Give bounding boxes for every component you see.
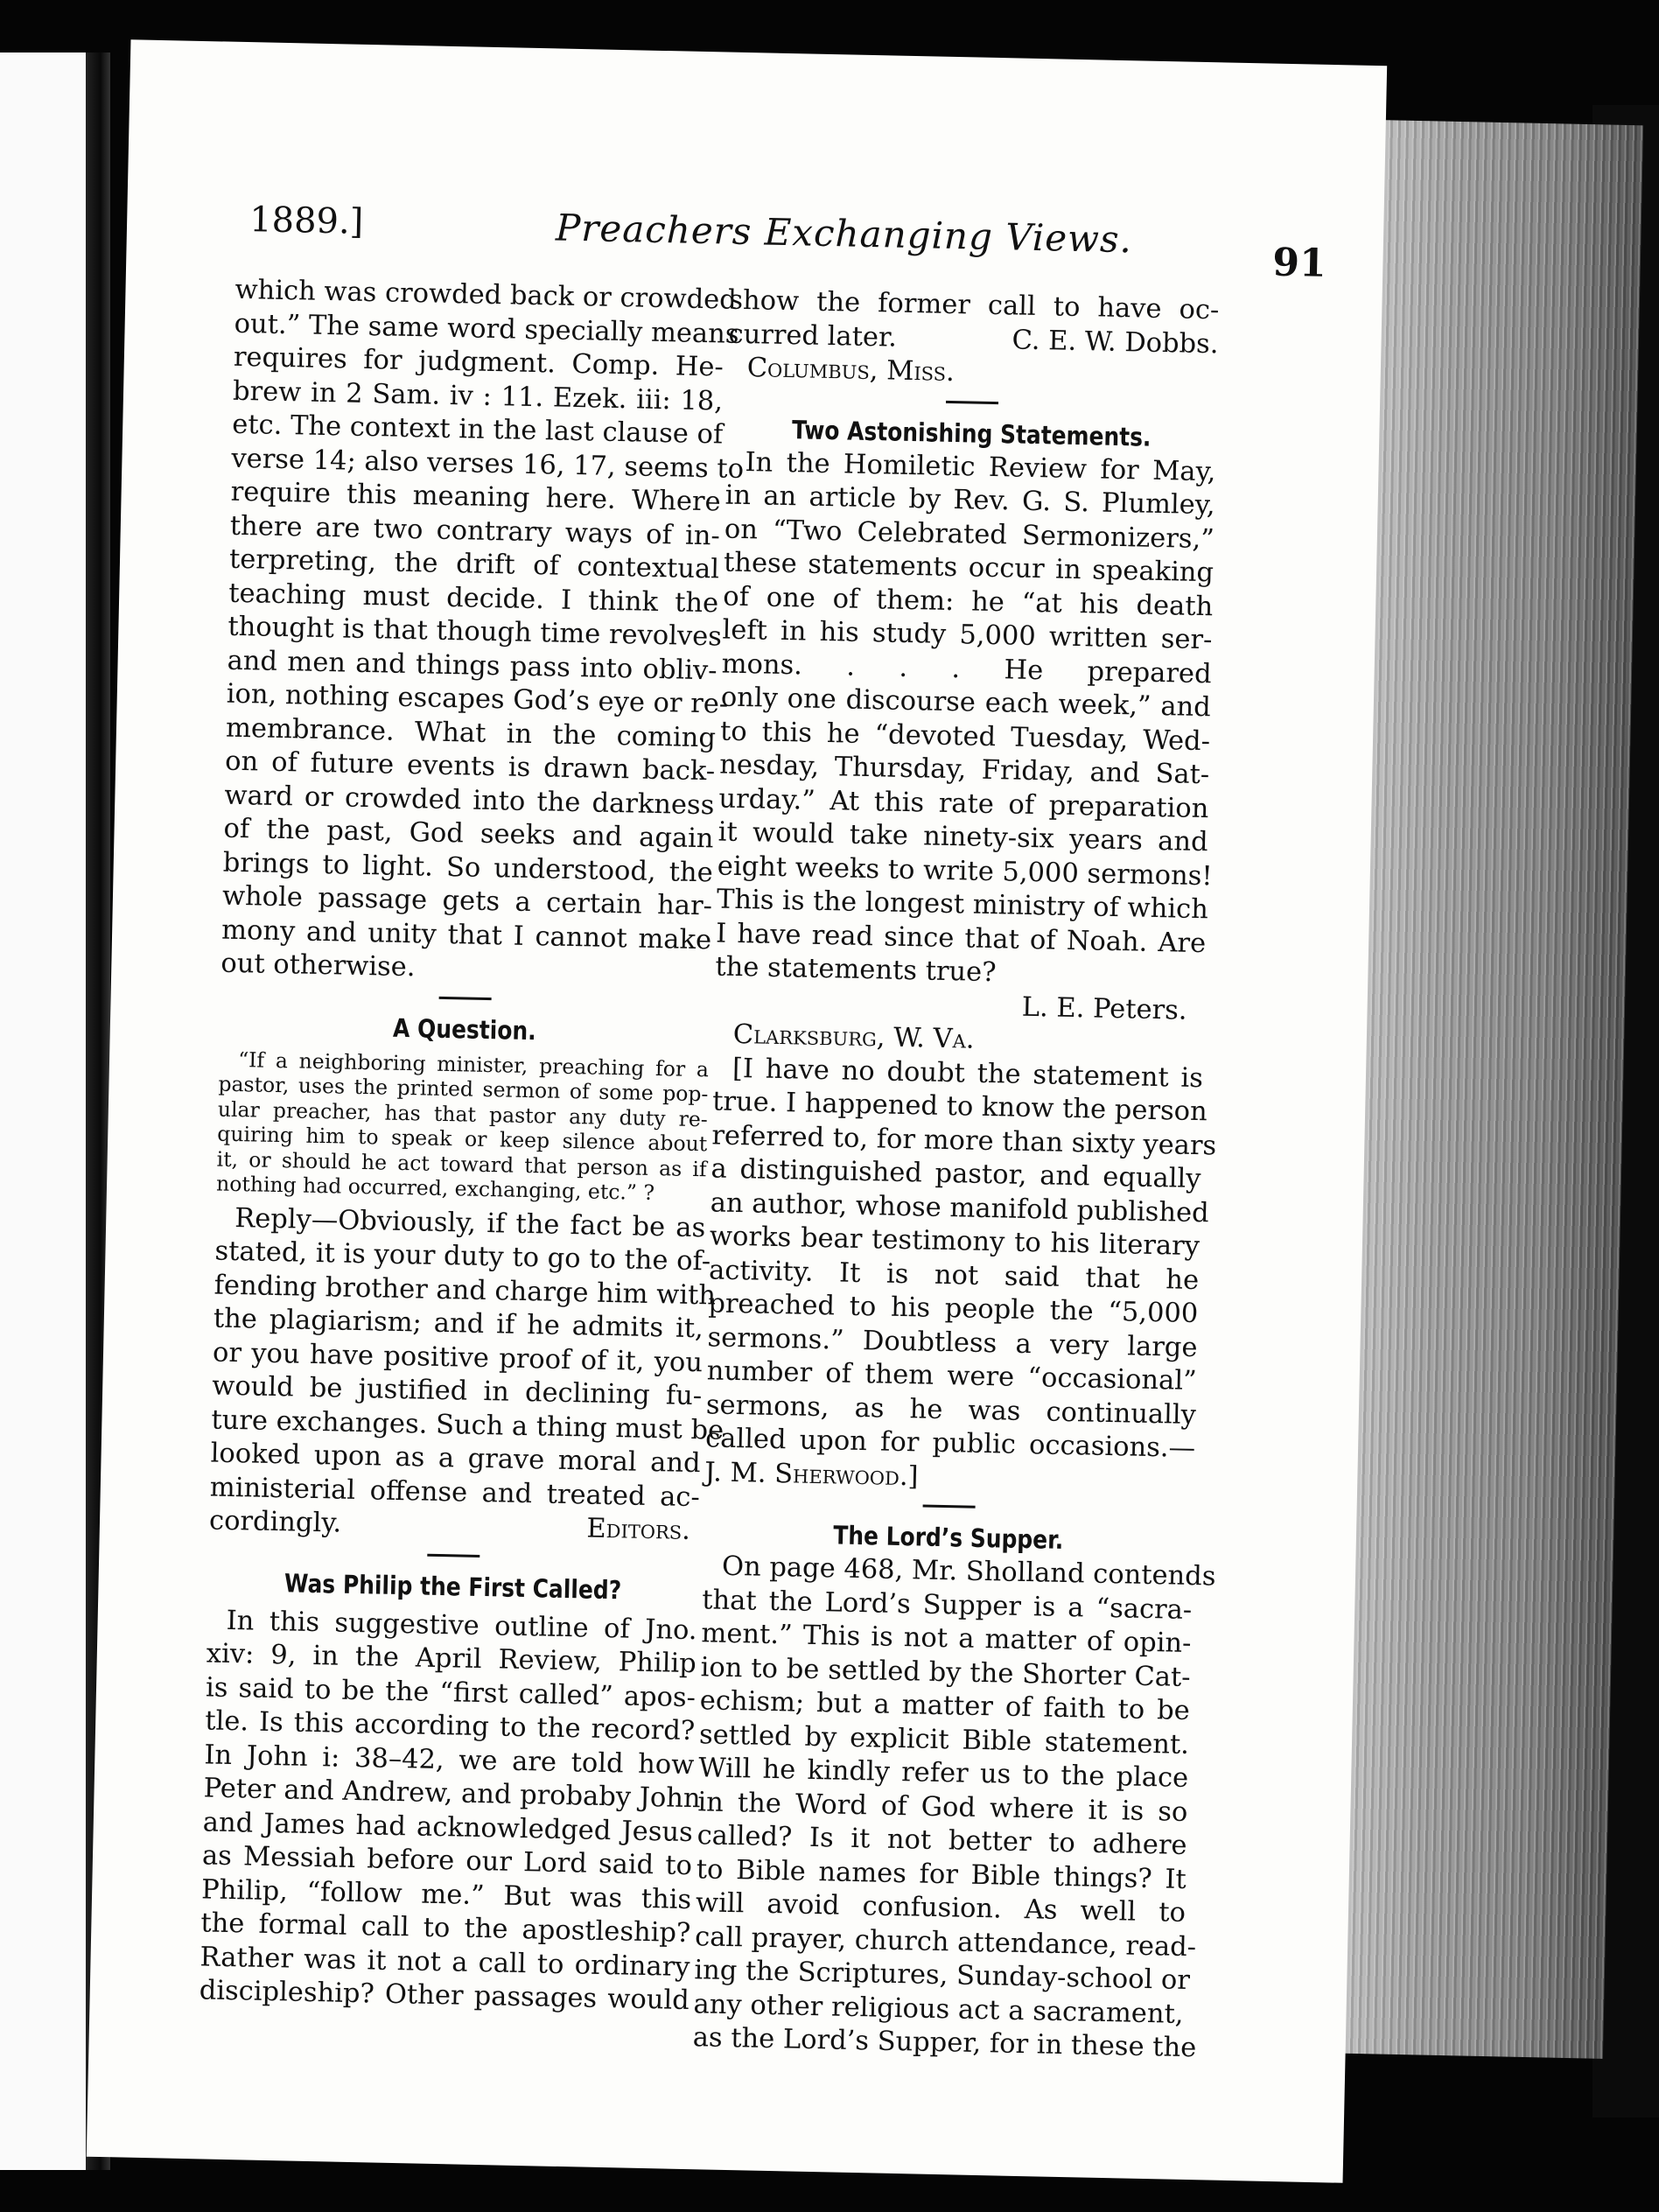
text-line: there are two contrary ways of in-: [229, 510, 721, 551]
text-line: and James had acknowledged Jesus: [202, 1806, 694, 1848]
philip-section: [199, 1564, 701, 2019]
text-line: mony and unity that I cannot make: [220, 914, 712, 956]
text-line: called? Is it not better to adhere: [696, 1820, 1187, 1861]
text-line: verse 14; also verses 16, 17, seems to: [231, 443, 745, 485]
text-line: tle. Is this according to the record?: [204, 1705, 696, 1747]
editor-note-line: works bear testimony to his literary: [709, 1221, 1200, 1263]
text-line: discipleship? Other passages would: [199, 1975, 690, 2017]
text-line: curred later.: [728, 318, 898, 354]
text-line: Will he kindly refer us to the place: [697, 1753, 1189, 1794]
running-head: [248, 200, 1327, 286]
signature: L. E. Peters.: [1021, 991, 1187, 1026]
text-line: in an article by Rev. G. S. Plumley,: [724, 480, 1215, 522]
text-line: ministerial offense and treated ac-: [209, 1471, 701, 1513]
text-line: any other religious act a sacrament,: [693, 1988, 1184, 2030]
quote-line: “If a neighboring minister, preaching for a: [237, 1046, 710, 1082]
running-head-year: 1889.]: [248, 200, 364, 242]
text-line: ing the Scriptures, Sunday-school or: [694, 1955, 1191, 1997]
editor-note-line: an author, whose manifold published: [710, 1186, 1210, 1228]
text-line: which was crowded back or crowded: [234, 274, 738, 316]
text-line: ion to be settled by the Shorter Cat-: [700, 1651, 1191, 1693]
two-statements-section: [704, 410, 1217, 1500]
text-line: as Messiah before our Lord said to: [201, 1840, 693, 1882]
quote-line: quiring him to speak or keep silence about: [217, 1121, 708, 1157]
text-line: the plagiarism; and if he admits it,: [213, 1303, 704, 1345]
text-line: Reply—Obviously, if the fact be as: [234, 1202, 706, 1243]
signature: C. E. W. Dobbs.: [1012, 324, 1219, 360]
editor-signature: J. M. Sherwood.]: [704, 1456, 919, 1492]
signature-place: Columbus, Miss.: [746, 353, 956, 388]
text-line: left in his study 5,000 written ser-: [722, 614, 1213, 656]
page-number: 91: [1271, 240, 1327, 286]
text-line: I have read since that of Noah. Are: [715, 917, 1207, 959]
text-line: ture exchanges. Such a thing must be: [211, 1404, 724, 1446]
text-line: urday.” At this rate of preparation: [718, 782, 1209, 824]
section-divider-rule: [427, 1553, 480, 1557]
text-line: membrance. What in the coming: [225, 712, 717, 753]
dobbs-letter-end: [727, 284, 1219, 396]
section-heading: Two Astonishing Statements.: [791, 414, 1152, 452]
quote-line: it, or should he act toward that person as if: [216, 1146, 707, 1181]
editor-note-line: [I have no doubt the statement is: [732, 1053, 1204, 1094]
text-line: on “Two Celebrated Sermonizers,”: [724, 514, 1215, 555]
text-line: would be justified in declining fu-: [211, 1370, 703, 1412]
text-line: is said to be the “first called” apos-: [205, 1671, 696, 1713]
text-line: show the former call to have oc-: [729, 284, 1220, 326]
signature-place: Clarksburg, W. Va.: [732, 1018, 975, 1055]
continued-article-text: [220, 274, 745, 991]
text-line: stated, it is your duty to go to the of-: [214, 1236, 711, 1278]
text-line: brew in 2 Sam. iv : 11. Ezek. iii: 18,: [232, 375, 724, 416]
text-line: require this meaning here. Where: [230, 476, 721, 518]
text-line: In this suggestive outline of Jno.: [226, 1605, 697, 1646]
text-line: the statements true?: [715, 951, 997, 989]
editor-note-line: sermons.” Doubtless a very large: [707, 1321, 1198, 1363]
a-question-section: [208, 1006, 724, 1549]
lords-supper-section: [692, 1515, 1216, 2065]
text-line: looked upon as a grave moral and: [210, 1438, 701, 1480]
section-heading: A Question.: [392, 1012, 537, 1046]
text-line: as the Lord’s Supper, for in these the: [692, 2022, 1197, 2064]
text-line: settled by explicit Bible statement.: [698, 1718, 1190, 1760]
text-line: out otherwise.: [220, 948, 416, 984]
text-line: nesday, Thursday, Friday, and Sat-: [718, 749, 1210, 791]
text-line: that the Lord’s Supper is a “sacra-: [701, 1584, 1193, 1626]
text-line: teaching must decide. I think the: [228, 578, 719, 619]
text-line: to this he “devoted Tuesday, Wed-: [719, 716, 1211, 757]
text-line: Rather was it not a call to ordinary: [200, 1941, 690, 1983]
text-line: on of future events is drawn back-: [224, 746, 716, 788]
section-heading: Was Philip the First Called?: [284, 1567, 622, 1605]
text-line: ion, nothing escapes God’s eye or re-: [226, 678, 729, 720]
text-line: cordingly.: [208, 1505, 342, 1539]
text-line: whole passage gets a certain har-: [221, 880, 713, 922]
text-line: etc. The context in the last clause of: [231, 409, 724, 451]
text-line: will avoid confusion. As well to: [695, 1887, 1186, 1928]
text-line: Philip, “follow me.” But was this: [200, 1873, 692, 1915]
editor-note-line: called upon for public occasions.—: [704, 1423, 1196, 1465]
right-column: [692, 284, 1219, 2066]
section-heading: The Lord’s Supper.: [832, 1520, 1064, 1555]
text-line: Peter and Andrew, and probaby John: [203, 1773, 701, 1815]
text-line: mons. . . . He prepared: [721, 648, 1212, 690]
text-line: of one of them: he “at his death: [722, 581, 1214, 622]
text-line: terpreting, the drift of contextual: [228, 543, 720, 585]
editor-note-line: true. I happened to know the person: [711, 1086, 1208, 1128]
editor-note-line: activity. It is not said that he: [708, 1254, 1200, 1296]
editor-note-line: a distinguished pastor, and equally: [710, 1153, 1201, 1195]
running-head-title: Preachers Exchanging Views.: [555, 206, 1133, 262]
facing-page-margin: [0, 52, 88, 2170]
quote-line: pastor, uses the printed sermon of some pop-: [218, 1071, 709, 1107]
editor-note-line: sermons, as he was continually: [705, 1389, 1197, 1431]
quote-line: nothing had occurred, exchanging, etc.” ?: [215, 1171, 655, 1206]
editor-note-line: referred to, for more than sixty years: [711, 1119, 1217, 1161]
text-line: eight weeks to write 5,000 sermons!: [717, 850, 1213, 892]
editor-note-line: number of them were “occasional”: [706, 1355, 1198, 1397]
text-line: or you have positive proof of it, you: [212, 1337, 704, 1378]
text-line: in the Word of God where it is so: [697, 1786, 1188, 1828]
quote-line: ular preacher, has that pastor any duty re-: [217, 1096, 709, 1131]
left-column: [199, 274, 745, 2019]
text-line: out.” The same word specially means: [234, 308, 739, 350]
text-line: these statements occur in speaking: [723, 547, 1214, 589]
text-line: of the past, God seeks and again: [223, 813, 714, 855]
text-line: In the Homiletic Review for May,: [745, 446, 1216, 487]
text-line: fending brother and charge him with: [214, 1270, 717, 1312]
text-line: In John i: 38–42, we are told how: [204, 1739, 695, 1781]
text-line: only one discourse each week,” and: [720, 682, 1212, 724]
section-divider-rule: [946, 400, 998, 403]
text-line: brings to light. So understood, the: [222, 847, 714, 888]
text-line: xiv: 9, in the April Review, Philip: [206, 1638, 697, 1680]
text-line: and men and things pass into obliv-: [227, 645, 718, 686]
text-line: requires for judgment. Comp. He-: [233, 341, 724, 383]
text-line: to Bible names for Bible things? It: [696, 1853, 1187, 1895]
section-divider-rule: [923, 1505, 976, 1508]
signature: Editors.: [586, 1513, 691, 1546]
section-divider-rule: [439, 996, 492, 999]
text-line: ward or crowded into the darkness: [224, 780, 715, 821]
text-line: On page 468, Mr. Sholland contends: [721, 1550, 1216, 1592]
editor-note-line: preached to his people the “5,000: [708, 1288, 1199, 1330]
book-page-edges: [1340, 120, 1643, 2059]
text-line: This is the longest ministry of which: [716, 884, 1209, 926]
text-line: call prayer, church attendance, read-: [694, 1921, 1197, 1963]
text-line: echism; but a matter of faith to be: [699, 1685, 1191, 1726]
text-line: it would take ninety-six years and: [718, 816, 1208, 858]
text-line: ment.” This is not a matter of opin-: [701, 1618, 1192, 1660]
book-page: [87, 39, 1387, 2183]
text-line: the formal call to the apostleship?: [200, 1908, 691, 1950]
text-line: thought is that though time revolves: [228, 611, 723, 653]
